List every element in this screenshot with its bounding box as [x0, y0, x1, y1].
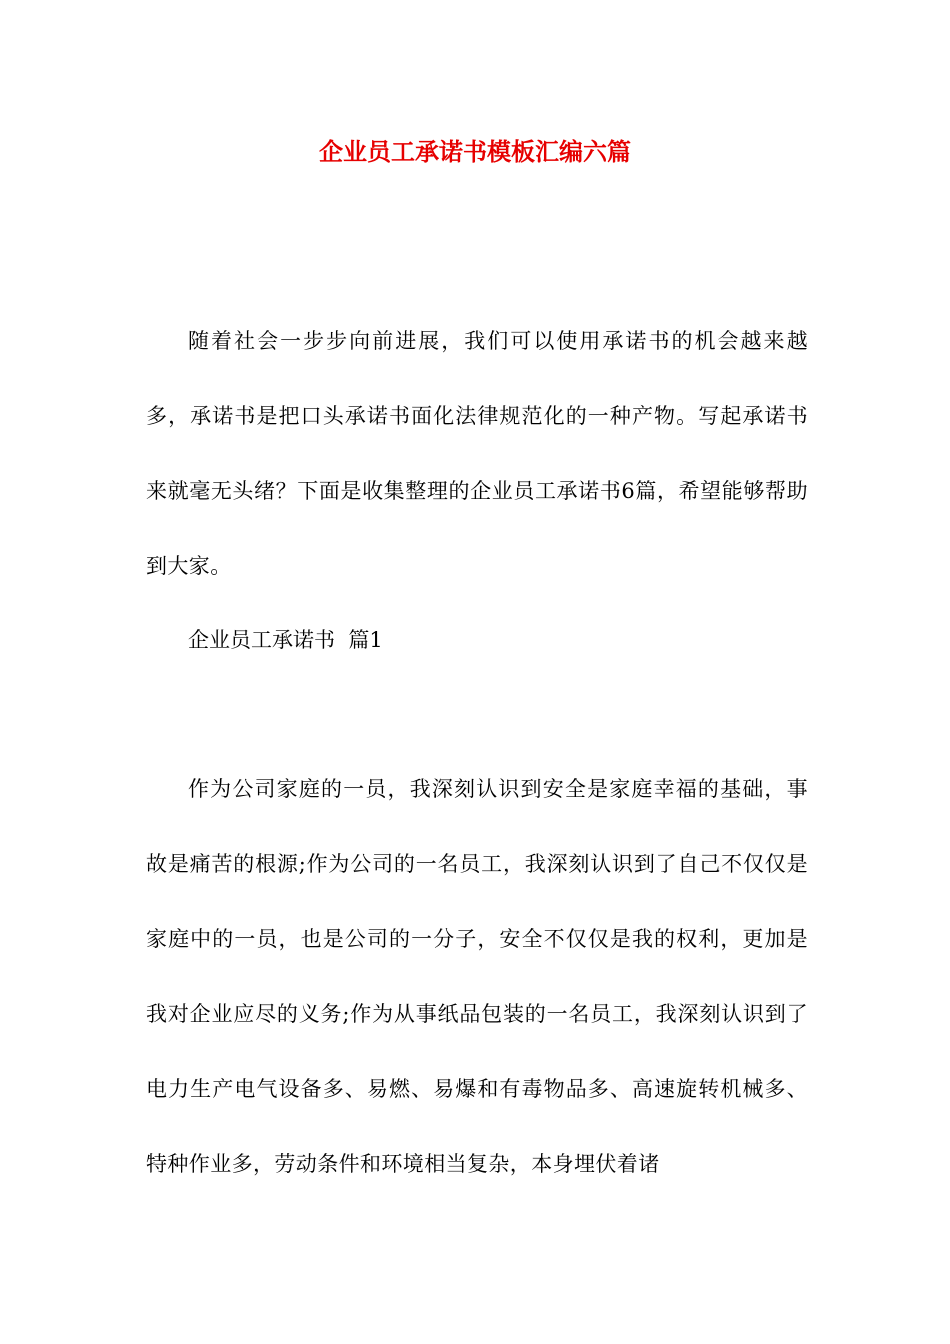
document-title: 企业员工承诺书模板汇编六篇 [319, 137, 631, 166]
intro-paragraph: 随着社会一步步向前进展，我们可以使用承诺书的机会越来越多，承诺书是把口头承诺书面化法律规范化的一种产物。写起承诺书来就毫无头绪？下面是收集整理的企业员工承诺书6篇，希望能够帮助到大家。 [146, 329, 808, 578]
section-heading: 企业员工承诺书 篇1 [188, 628, 383, 652]
section-body-paragraph: 作为公司家庭的一员，我深刻认识到安全是家庭幸福的基础，事故是痛苦的根源;作为公司的一名员工，我深刻认识到了自己不仅仅是家庭中的一员，也是公司的一分子，安全不仅仅是我的权利，更加是我对企业应尽的义务;作为从事纸品包装的一名员工，我深刻认识到了电力生产电气设备多、易燃、易爆和有毒物品多、高速旋转机械多、特种作业多，劳动条件和环境相当复杂，本身埋伏着诸 [146, 777, 808, 1176]
